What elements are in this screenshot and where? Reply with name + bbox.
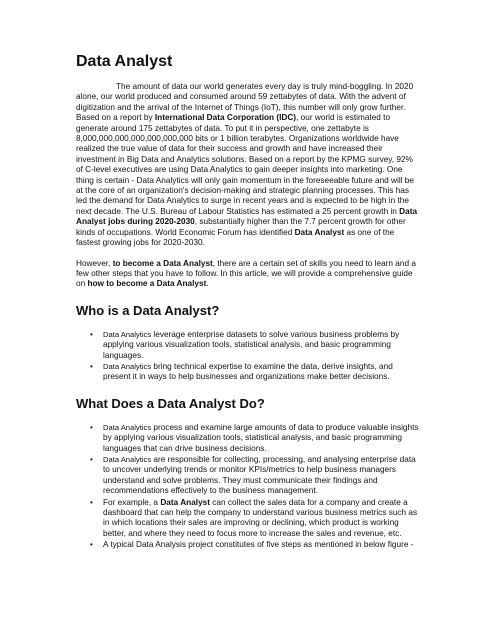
- list-item: [103, 423, 419, 454]
- intro-paragraph: [76, 82, 419, 249]
- bullet-text: bring technical expertise to examine the data, derive insights, and present it in ways to help businesses and organizations make better decisions.: [103, 361, 393, 382]
- who-bullet-list: [76, 330, 419, 383]
- what-bullet-list: [76, 423, 419, 551]
- guide-paragraph: [76, 259, 419, 290]
- list-item: [103, 455, 419, 497]
- section-heading-what: What Does a Data Analyst Do?: [76, 395, 265, 411]
- document-title: Data Analyst: [76, 53, 173, 70]
- bullet-lead: Data Analytics: [103, 422, 152, 432]
- bullet-lead: Data Analytics: [103, 361, 152, 371]
- intro-bold-idc: International Data Corporation (IDC): [154, 113, 297, 123]
- bullet-lead: Data Analytics: [103, 454, 152, 464]
- guide-bold-1: to become a Data Analyst: [112, 258, 213, 268]
- bullet-text: leverage enterprise datasets to solve various business problems by applying various visualization tools, statistical analysis, and basic programming languages.: [103, 329, 400, 360]
- intro-bold-analyst: Data Analyst: [294, 227, 345, 237]
- guide-text-1: However,: [76, 258, 113, 268]
- section-heading-who: Who is a Data Analyst?: [76, 302, 220, 318]
- list-item: [103, 330, 419, 361]
- bullet-text: A typical Data Analysis project constitutes of five steps as mentioned in below figure -: [103, 540, 414, 550]
- guide-bold-2: how to become a Data Analyst: [87, 279, 207, 289]
- list-item: [103, 362, 419, 383]
- guide-text-3: .: [206, 279, 209, 289]
- intro-text-4: as one of the fastest growing jobs for 2020-2030.: [76, 227, 395, 248]
- bullet-text: process and examine large amounts of data to produce valuable insights by applying various visualization tools, statistical analysis, and basic programming languages that can drive business decisions.: [103, 422, 419, 453]
- list-item: [103, 498, 419, 540]
- guide-text-2: , there are a certain set of skills you need to learn and a few other steps that you have to follow. In this article, we will provide a comprehensive guide on: [76, 258, 416, 289]
- list-item: [103, 540, 419, 550]
- bullet-text: can collect the sales data for a company and create a dashboard that can help the company to understand various business metrics such as in which locations their sales are improving or declining, which product is working better, and where they need to focus more to increase the sales and revenue, etc.: [103, 497, 418, 538]
- bullet-text: are responsible for collecting, processing, and analysing enterprise data to uncover underlying trends or monitor KPIs/metrics to help business managers understand and solve problems. They must communicate their findings and recommendations effectively to the business management.: [103, 454, 416, 496]
- intro-text-3: , substantially higher than the 7.7 percent growth for other kinds of occupations. World Economic Forum has identified: [76, 217, 406, 237]
- intro-text-2: , our world is estimated to generate around 175 zettabytes of data. To put it in perspective, one zettabyte is 8,000,000,000,000,000,000,000 bits or 1 billion terabytes. Organizations worldwide have realized the true value of data for their success and growth and have increased their investment in Big Data and Analytics solutions. Based on a report by the KPMG survey, 92% of C-level executives are using Data Analytics to gain deeper insights into marketing. One thing is certain - Data Analytics will only gain momentum in the foreseeable future and will be at the core of an organization's decision-making and strategic planning processes. This has led the demand for Data Analytics to surge in recent years and is expected to be high in the next decade. The U.S. Bureau of Labour Statistics has estimated a 25 percent growth in: [76, 113, 414, 216]
- intro-text-1: The amount of data our world generates every day is truly mind-boggling. In 2020 alone, our world produced and consumed around 59 zettabytes of data. With the advent of digitization and the arrival of the Internet of Things (IoT), this number will only grow further. Based on a report by: [76, 82, 414, 123]
- intro-bold-jobs: Data Analyst jobs during 2020-2030: [76, 206, 418, 227]
- bullet-bold: Data Analyst: [160, 497, 210, 507]
- bullet-text: For example, a: [103, 497, 161, 507]
- bullet-lead: Data Analytics: [103, 329, 152, 339]
